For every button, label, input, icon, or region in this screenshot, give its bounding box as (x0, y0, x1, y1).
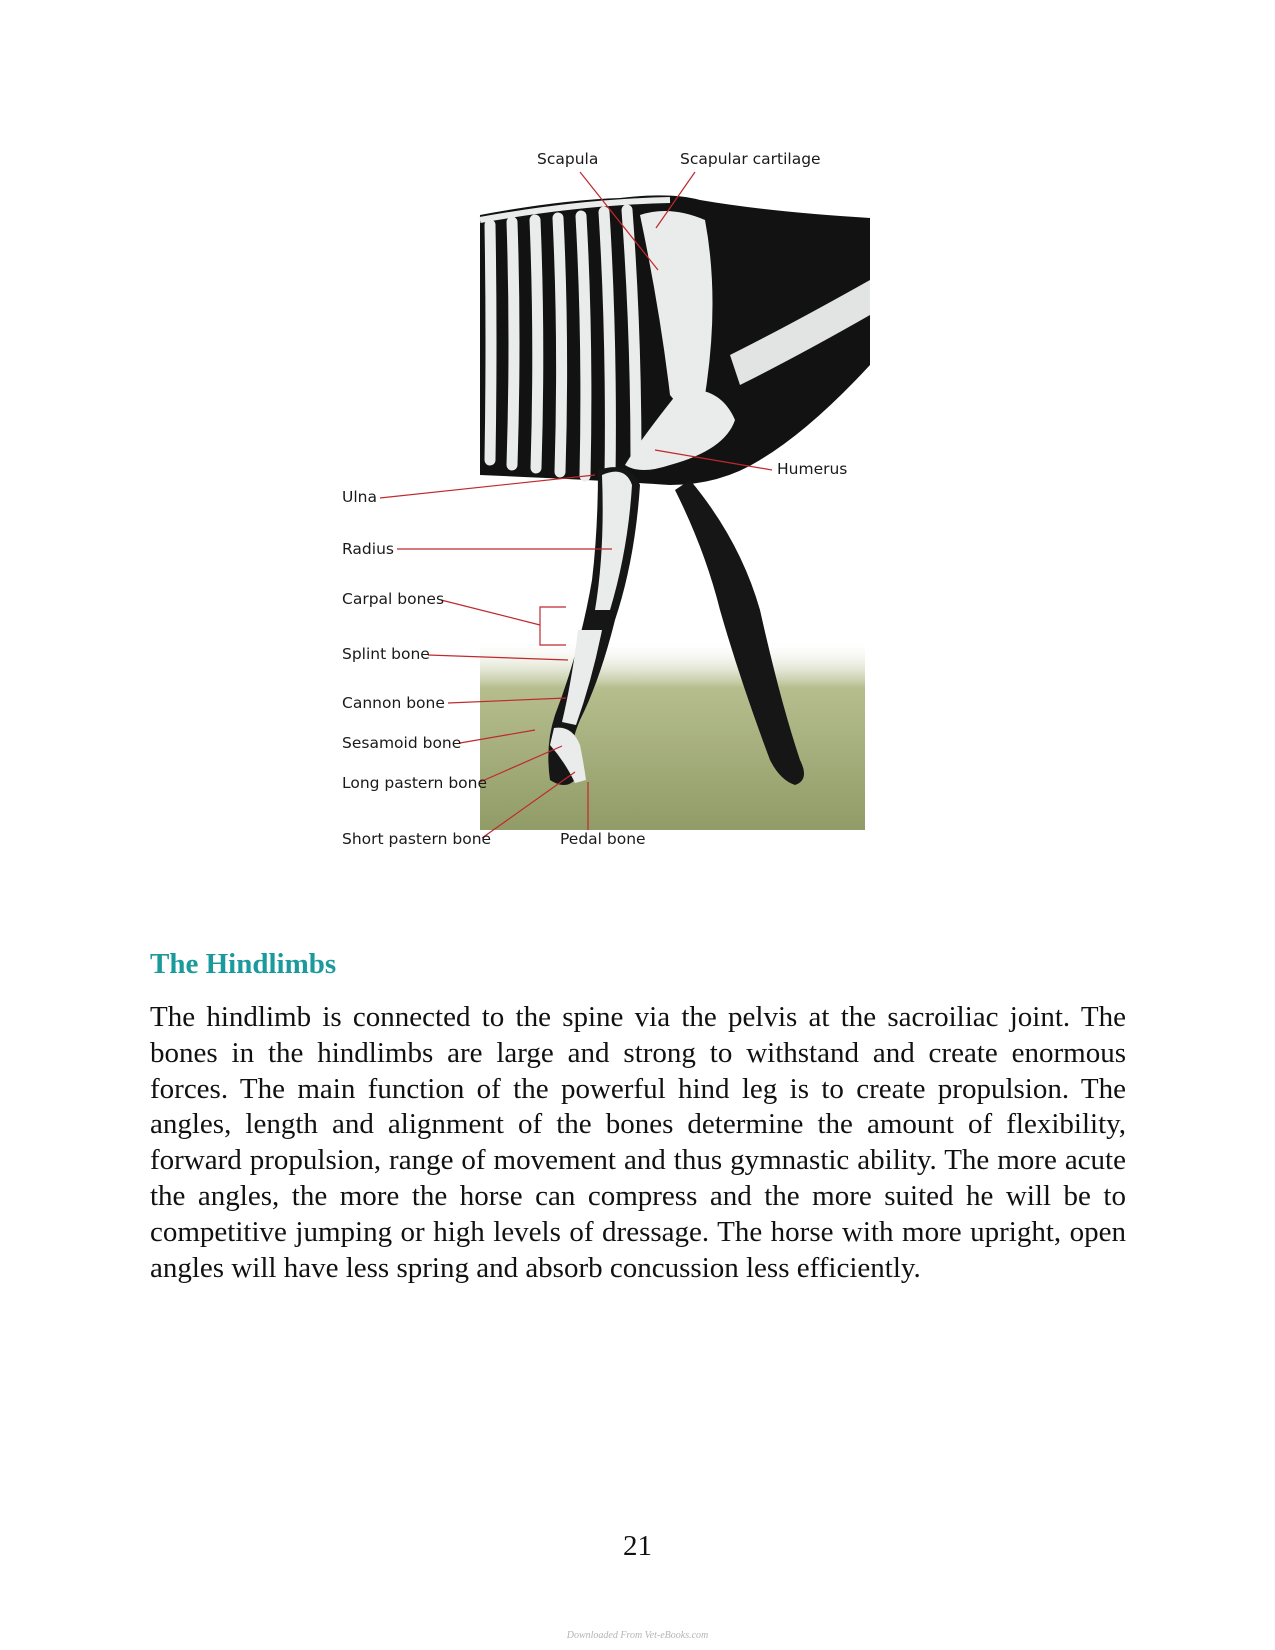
label-cannon-bone: Cannon bone (342, 694, 445, 712)
grass-background (480, 640, 865, 830)
label-scapular-cartilage: Scapular cartilage (680, 150, 821, 168)
label-splint-bone: Splint bone (342, 645, 430, 663)
label-radius: Radius (342, 540, 394, 558)
section-body-paragraph: The hindlimb is connected to the spine via the pelvis at the sacroiliac joint. The bones in the hindlimbs are large and strong to withstand and create enormous forces. The main function of the powerful hind leg is to create propulsion. The angles, length and alignment of the bones determine the amount of flexibility, forward propulsion, range of movement and thus gymnastic ability. The more acute the angles, the more the horse can compress and the more suited he will be to competitive jumping or high levels of dressage. The horse with more upright, open angles will have less spring and absorb concussion less efficiently. (150, 1001, 1126, 1284)
label-pedal-bone: Pedal bone (560, 830, 646, 848)
label-ulna: Ulna (342, 488, 377, 506)
label-humerus: Humerus (777, 460, 848, 478)
label-scapula: Scapula (537, 150, 599, 168)
label-short-pastern-bone: Short pastern bone (342, 830, 492, 848)
horse-forelimb-skeleton-figure (340, 140, 920, 900)
label-sesamoid-bone: Sesamoid bone (342, 734, 462, 752)
footer-watermark: Downloaded From Vet-eBooks.com (566, 1630, 709, 1641)
label-carpal-bones: Carpal bones (342, 590, 445, 608)
page-number: 21 (623, 1530, 652, 1562)
section-heading: The Hindlimbs (150, 948, 337, 980)
label-long-pastern-bone: Long pastern bone (342, 774, 487, 792)
